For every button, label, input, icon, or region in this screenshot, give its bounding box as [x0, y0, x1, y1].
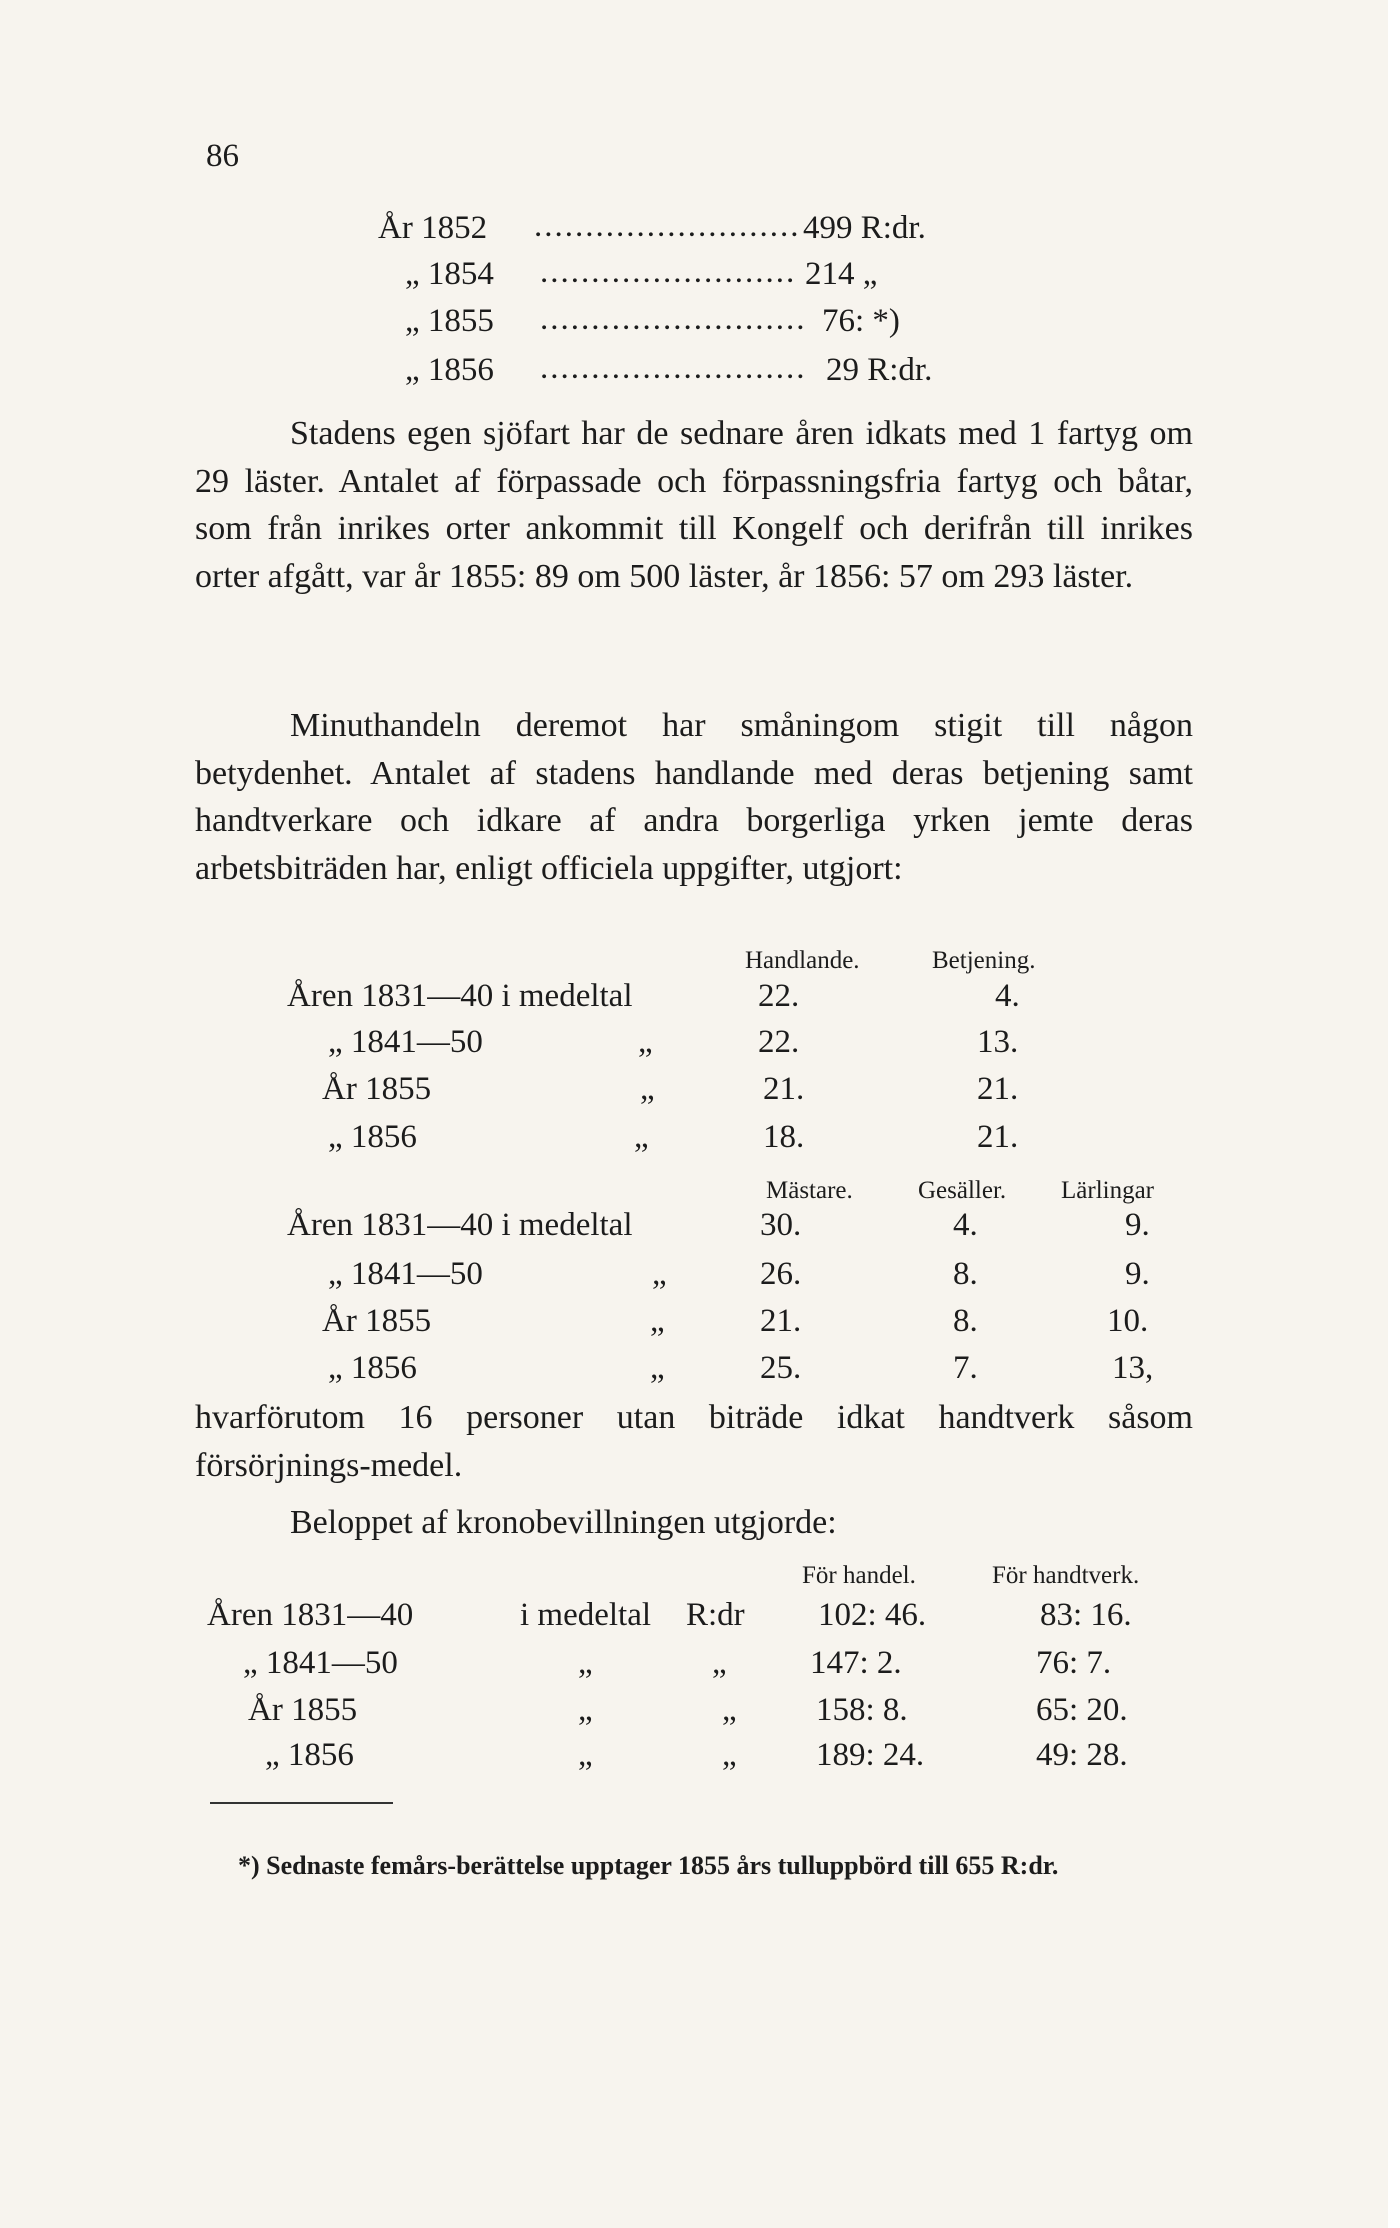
paragraph-shipping [195, 410, 1193, 600]
table-cell: R:dr [686, 1597, 745, 1633]
page-number: 86 [206, 138, 239, 174]
paragraph-taxes [195, 1499, 1193, 1547]
table-cell: 9. [1125, 1207, 1150, 1243]
revenue-year: „ 1855 [405, 303, 494, 339]
table-cell: 8. [953, 1303, 978, 1339]
table-cell: 30. [760, 1207, 802, 1243]
table-cell: 83: 16. [1040, 1597, 1132, 1633]
table-cell: 65: 20. [1036, 1692, 1128, 1728]
table-cell: 10. [1107, 1303, 1149, 1339]
table-cell: 8. [953, 1256, 978, 1292]
table-cell: 21. [763, 1071, 805, 1107]
ditto-mark: „ [578, 1645, 593, 1681]
table-row-label: „ 1841—50 [328, 1024, 483, 1060]
revenue-year: „ 1856 [405, 352, 494, 388]
table-row-label: År 1855 [322, 1303, 432, 1339]
ditto-mark: „ [722, 1692, 737, 1728]
column-header: För handtverk. [992, 1562, 1140, 1589]
table-row-label: „ 1856 [328, 1119, 417, 1155]
paragraph-shipping-text: Stadens egen sjöfart har de sednare åren idkats med 1 fartyg om 29 läster. Antalet af förpassade och förpassningsfria fartyg och båtar, som från inrikes orter ankommit till Kongelf och derifrån till inrikes orter afgått, var år 1855: 89 om 500 läster, år 1856: 57 om 293 läster. [195, 415, 1193, 595]
revenue-year: „ 1854 [405, 256, 494, 292]
table-row-label: Åren 1831—40 i medeltal [287, 978, 633, 1014]
paragraph-others-text: hvarförutom 16 personer utan biträde idkat handtverk såsom försörjnings-medel. [195, 1399, 1193, 1484]
column-header: Lärlingar [1061, 1177, 1155, 1204]
revenue-amount: 76: *) [822, 303, 900, 339]
ditto-mark: „ [652, 1256, 667, 1292]
table-cell: 147: 2. [810, 1645, 902, 1681]
table-row-label: År 1855 [248, 1692, 358, 1728]
table-row-label: „ 1856 [328, 1350, 417, 1386]
table-row-label: År 1855 [322, 1071, 432, 1107]
table-cell: 26. [760, 1256, 802, 1292]
table-cell: 21. [760, 1303, 802, 1339]
table-cell: 22. [758, 1024, 800, 1060]
table-row-label: „ 1841—50 [243, 1645, 398, 1681]
table-row-label: Åren 1831—40 i medeltal [287, 1207, 633, 1243]
ditto-mark: „ [650, 1350, 665, 1386]
table-cell: 158: 8. [816, 1692, 908, 1728]
table-cell: 13. [977, 1024, 1019, 1060]
paragraph-retail-text: Minuthandeln deremot har småningom stigit till någon betydenhet. Antalet af stadens handlande med deras betjening samt handtverkare och idkare af andra borgerliga yrken jemte deras arbetsbiträden har, enligt officiela uppgifter, utgjort: [195, 707, 1193, 887]
revenue-amount: 499 R:dr. [803, 210, 926, 246]
footnote [238, 1845, 1202, 1887]
table-cell: 76: 7. [1036, 1645, 1112, 1681]
table-cell: 102: 46. [818, 1597, 927, 1633]
footnote-text: *) Sednaste femårs-berättelse upptager 1855 års tulluppbörd till 655 R:dr. [238, 1851, 1059, 1880]
table-row-label: „ 1841—50 [328, 1256, 483, 1292]
revenue-year: År 1852 [378, 210, 488, 246]
column-header: Handlande. [745, 947, 860, 974]
ditto-mark: „ [578, 1737, 593, 1773]
table-row-label: Åren 1831—40 [207, 1597, 414, 1633]
revenue-dots: .......................... [540, 350, 807, 386]
ditto-mark: „ [640, 1071, 655, 1107]
column-header: Betjening. [932, 947, 1036, 974]
table-cell: 9. [1125, 1256, 1150, 1292]
table-cell: 7. [953, 1350, 978, 1386]
table-cell: 13, [1112, 1350, 1154, 1386]
ditto-mark: „ [634, 1119, 649, 1155]
column-header: Gesäller. [918, 1177, 1007, 1204]
ditto-mark: „ [638, 1024, 653, 1060]
table-cell: 189: 24. [816, 1737, 925, 1773]
table-cell: 18. [763, 1119, 805, 1155]
ditto-mark: „ [722, 1737, 737, 1773]
table-cell: 21. [977, 1119, 1019, 1155]
table-cell: 4. [995, 978, 1020, 1014]
ditto-mark: „ [578, 1692, 593, 1728]
revenue-dots: .......................... [534, 208, 801, 244]
ditto-mark: „ [650, 1303, 665, 1339]
paragraph-taxes-text: Beloppet af kronobevillningen utgjorde: [290, 1504, 837, 1541]
page-edge [1388, 0, 1400, 2228]
revenue-amount: 29 R:dr. [826, 352, 933, 388]
revenue-dots: ......................... [540, 254, 797, 290]
table-cell: 21. [977, 1071, 1019, 1107]
table-cell: 49: 28. [1036, 1737, 1128, 1773]
column-header: För handel. [802, 1562, 916, 1589]
column-header: Mästare. [766, 1177, 853, 1204]
paragraph-others [195, 1394, 1193, 1489]
table-row-label: „ 1856 [265, 1737, 354, 1773]
revenue-dots: .......................... [540, 301, 807, 337]
paragraph-retail [195, 702, 1193, 892]
table-cell: 4. [953, 1207, 978, 1243]
revenue-amount: 214 „ [805, 256, 878, 292]
ditto-mark: „ [712, 1645, 727, 1681]
table-cell: 25. [760, 1350, 802, 1386]
table-cell: i medeltal [520, 1597, 652, 1633]
footnote-divider [210, 1802, 393, 1804]
table-cell: 22. [758, 978, 800, 1014]
